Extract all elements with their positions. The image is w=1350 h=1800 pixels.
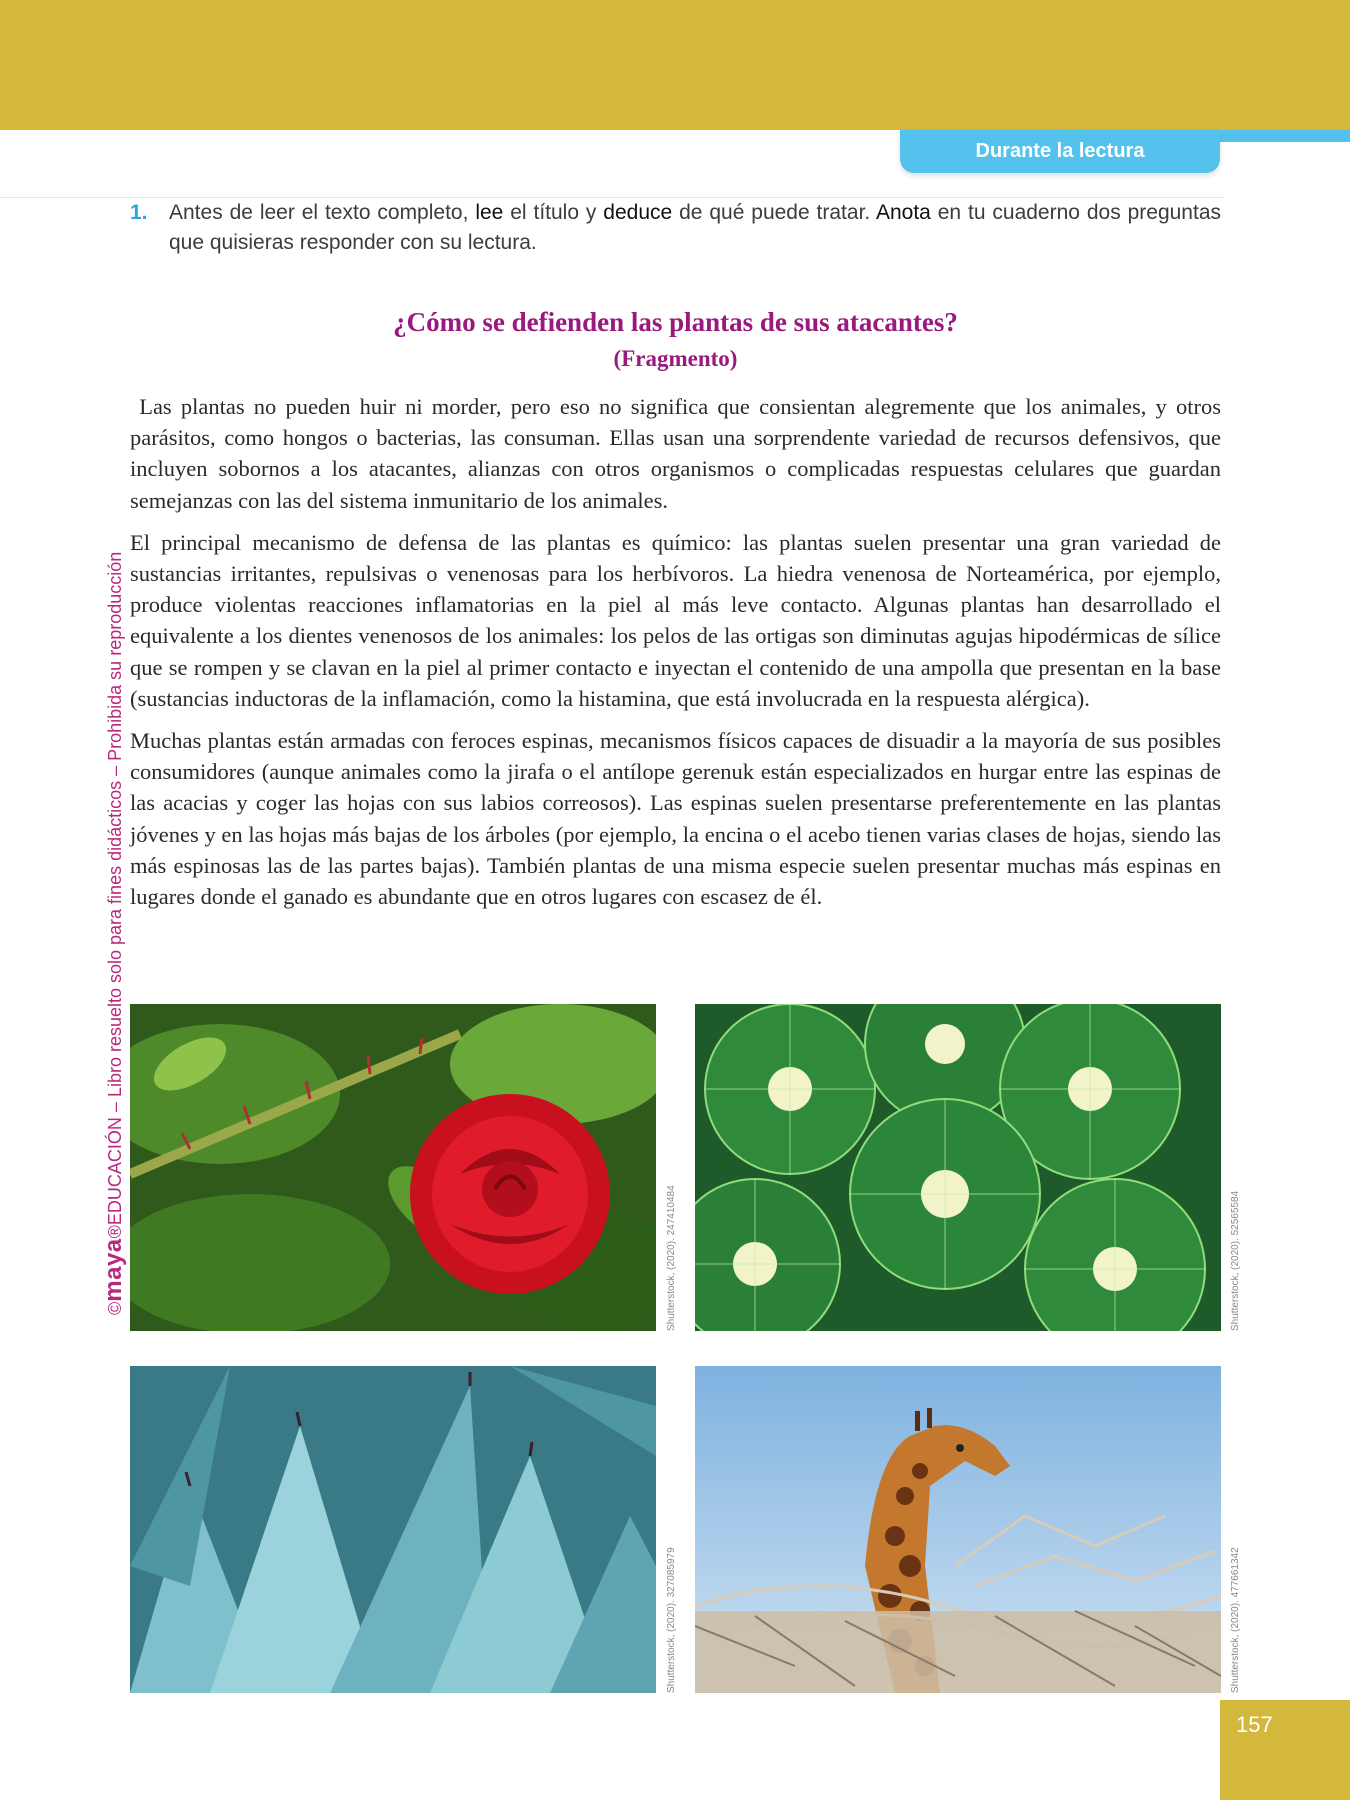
activity-text: el título y	[503, 201, 604, 224]
article-paragraph: Muchas plantas están armadas con feroces espinas, mecanismos físicos capaces de disuadir a la mayoría de sus posibles consumidores (aunque animales como la jirafa o el antílope gerenuk están especializados en hurgar entre las espinas de las acacias y coger las hojas con sus labios correosos). Las espinas suelen presentarse preferentemente en las plantas jóvenes y en las hojas más bajas de los árboles (por ejemplo, la encina o el acebo tienen varias clases de hojas, siendo las más espinosas las de las partes bajas). También plantas de una misma especie suelen presentar muchas más espinas en lugares donde el ganado es abundante que en otros lugares con escasez de él.	[130, 728, 1221, 910]
top-color-band	[0, 0, 1350, 130]
section-tab-stripe	[1220, 130, 1350, 142]
photo-cactus	[695, 1004, 1221, 1331]
activity-number: 1.	[130, 201, 148, 224]
giraffe-image	[695, 1366, 1221, 1693]
activity-keyword: Anota	[875, 201, 931, 224]
activity-keyword: lee	[475, 201, 504, 224]
copyright-symbol: ©	[105, 1301, 125, 1315]
article-paragraph: Las plantas no pueden huir ni morder, pero eso no significa que consientan alegremente que los animales, y otros parásitos, como hongos o bacterias, las consuman. Ellas usan una sorprendente variedad de recursos defensivos, que incluyen sobornos a los atacantes, alianzas con otros organismos o complicadas respuestas celulares que guardan semejanzas con las del sistema inmunitario de los animales.	[130, 394, 1227, 513]
photo-agave	[130, 1366, 656, 1693]
activity-1	[130, 198, 1221, 258]
photo-credit-giraffe: Shutterstock, (2020). 477661342	[1230, 1547, 1241, 1693]
section-tab	[900, 130, 1220, 173]
publisher-logo: maya	[100, 1238, 127, 1302]
activity-text: Antes de leer el texto completo,	[169, 201, 476, 224]
agave-image	[130, 1366, 656, 1693]
photo-credit-rose: Shutterstock, (2020). 247410484	[666, 1185, 677, 1331]
copyright-text: ®EDUCACIÓN – Libro resuelto solo para fines didácticos – Prohibida su reproducción	[105, 551, 125, 1239]
photo-rose	[130, 1004, 656, 1331]
photo-credit-agave: Shutterstock, (2020). 327085979	[666, 1547, 677, 1693]
article-title: ¿Cómo se defienden las plantas de sus atacantes?	[393, 307, 958, 337]
article-body	[130, 391, 1227, 923]
page-number: 157	[1236, 1712, 1273, 1737]
cactus-image	[695, 1004, 1221, 1331]
activity-text: de qué puede tratar.	[672, 201, 876, 224]
photo-giraffe	[695, 1366, 1221, 1693]
activity-instruction	[169, 198, 1221, 258]
side-copyright-notice	[100, 485, 128, 1315]
photo-credit-cactus: Shutterstock, (2020). 52565584	[1230, 1190, 1241, 1331]
rose-image	[130, 1004, 656, 1331]
activity-keyword: deduce	[603, 201, 673, 224]
article-subtitle: (Fragmento)	[613, 346, 738, 371]
activity-text: en tu cuaderno dos preguntas que quisieras responder con su lectura.	[169, 201, 1222, 254]
section-tab-label: Durante la lectura	[975, 140, 1145, 162]
article-paragraph: El principal mecanismo de defensa de las plantas es químico: las plantas suelen presentar una gran variedad de sustancias irritantes, repulsivas o venenosas para los herbívoros. La hiedra venenosa de Norteamérica, por ejemplo, produce violentas reacciones inflamatorias en la piel al más leve contacto. Algunas plantas han desarrollado el equivalente a los dientes venenosos de los animales: los pelos de las ortigas son diminutas agujas hipodérmicas de sílice que se rompen y se clavan en la piel al primer contacto e inyectan el contenido de una ampolla que presentan en la base (sustancias inductoras de la inflamación, como la histamina, que está involucrada en la respuesta alérgica).	[130, 529, 1221, 711]
